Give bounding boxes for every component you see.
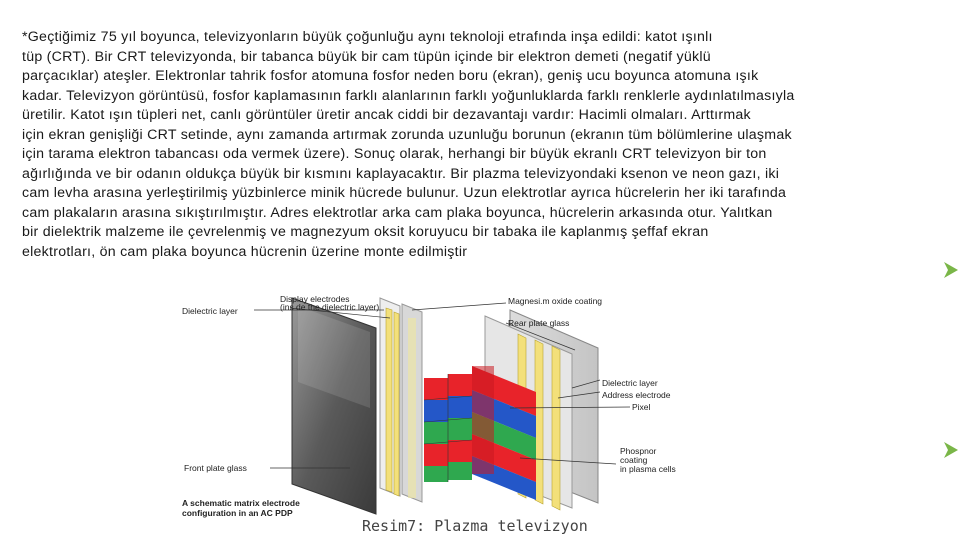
label-dielectric-layer-right: Dielectric layer [602, 378, 658, 388]
body-line: *Geçtiğimiz 75 yıl boyunca, televizyonların büyük çoğunluğu aynı teknoloji etrafında inşa edildi: katot ışınlı [22, 29, 713, 45]
label-schematic-title: A schematic matrix electrode [182, 498, 300, 508]
phosphor-cells [424, 366, 536, 500]
label-schematic-subtitle: configuration in an AC PDP [182, 508, 293, 518]
body-line: kadar. Televizyon görüntüsü, fosfor kaplamasının farklı alanlarının farklı yoğunluklarda farklı renklerle aydınlatılmasıyla [22, 87, 795, 104]
body-line: parçacıklar) ateşler. Elektronlar tahrik fosfor atomuna fosfor neden boru (ekran), geniş ucu boyunca atomuna ışık [22, 68, 759, 84]
label-dielectric-layer-left: Dielectric layer [182, 306, 238, 316]
body-line: bir dielektrik malzeme ile çevrelenmiş ve magnezyum oksit koruyucu bir tabaka ile kaplanmış şeffaf ekran [22, 224, 709, 240]
body-line: ağırlığında ve bir odanın oldukça büyük bir kısmını kaplayacaktır. Bir plazma televizyondaki ksenon ve neon gazı, iki [22, 165, 780, 182]
label-front-plate-glass: Front plate glass [184, 463, 247, 473]
label-pixel: Pixel [632, 402, 651, 412]
body-line: için ekran genişliği CRT setinde, aynı zamanda artırmak zorunda uzunluğu borunun (ekranın tüm bölümlerine ulaşmak [22, 126, 792, 143]
arrow-icon [944, 442, 958, 458]
label-rear-plate-glass: Rear plate glass [508, 318, 570, 328]
label-display-electrodes-note: (ins de the dielectric layer) [280, 302, 380, 312]
label-magnesium-oxide: Magnesi.m oxide coating [508, 296, 603, 306]
label-phosphor: Phospnor [620, 446, 657, 456]
decorative-arrows [900, 0, 960, 540]
body-line: tüp (CRT). Bir CRT televizyonda, bir tabanca büyük bir cam tüpün içinde bir elektron demeti (negatif yüklü [22, 48, 711, 65]
arrow-icon [944, 262, 958, 278]
display-electrodes [386, 308, 416, 498]
label-phosphor-cells: in plasma cells [620, 464, 676, 474]
body-text [22, 28, 942, 262]
label-phosphor-coating: coating [620, 455, 648, 465]
body-line: cam levha arasına yerleştirilmiş yüzbinlerce minik hücrede bulunur. Uzun elektrotlar ayrıca hücrelerin her iki tarafında [22, 185, 787, 201]
label-address-electrode: Address electrode [602, 390, 671, 400]
body-line: cam plakaların arasına sıkıştırılmıştır. Adres elektrotlar arka cam plaka boyunca, hücrelerin arkasında otur. Yalıtkan [22, 204, 773, 221]
body-line: için tarama elektron tabancası oda vermek üzere). Sonuç olarak, herhangi bir büyük ekranlı CRT televizyon bir ton [22, 146, 767, 162]
plasma-display-diagram [180, 288, 700, 523]
body-line: üretilir. Katot ışın tüpleri net, canlı görüntüler üretir ancak ciddi bir dezavantajı vardır: Hacimli olmaları. Arttırmak [22, 107, 751, 123]
label-display-electrodes: Display electrodes [280, 294, 350, 304]
body-line: elektrotları, ön cam plaka boyunca hücrenin üzerine monte edilmiştir [22, 243, 468, 260]
figure-caption: Resim7: Plazma televizyon [362, 517, 588, 535]
